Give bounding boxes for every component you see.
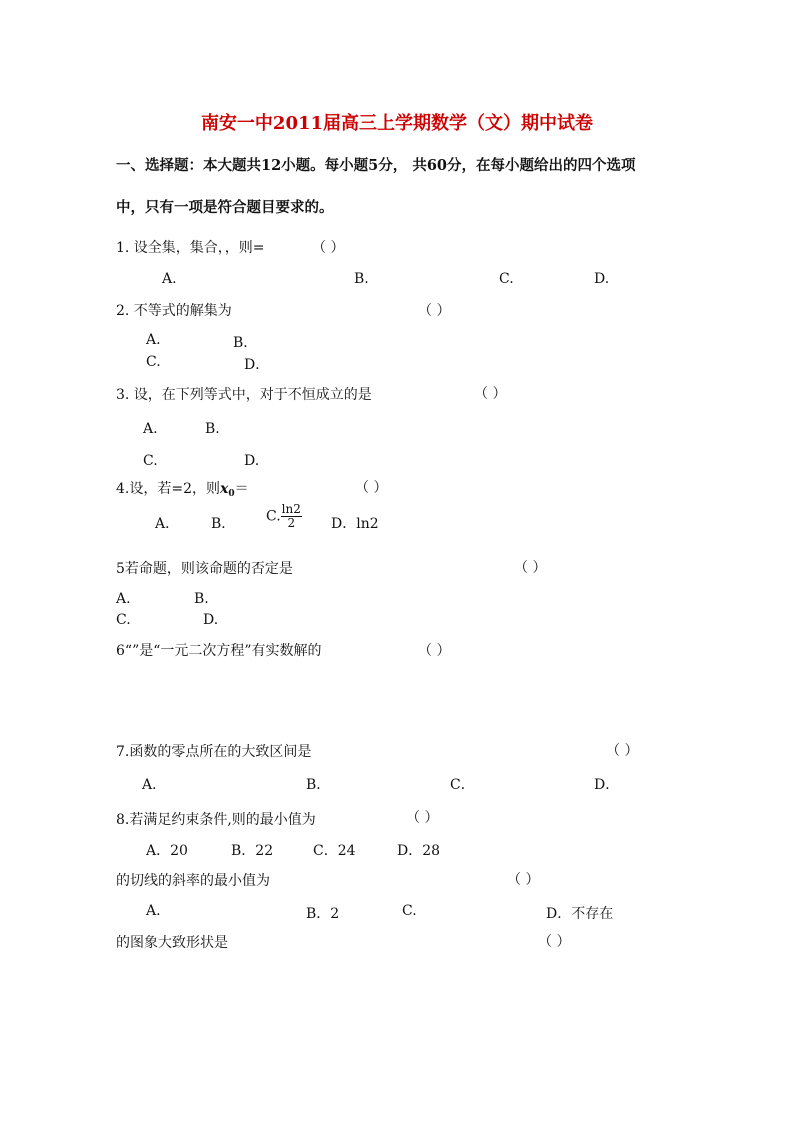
option-b: B. (354, 271, 369, 287)
option-a: A. (146, 903, 161, 919)
answer-paren: （ ） (514, 560, 547, 576)
option-c: C．24 (313, 843, 356, 859)
stem-subscript: 0 (228, 489, 235, 499)
section-instructions-line2: 中，只有一项是符合题目要求的。 (116, 199, 334, 216)
option-d: D. (203, 612, 219, 628)
fraction-denominator: 2 (287, 516, 296, 530)
answer-paren: （ ） (538, 934, 571, 950)
question-stem: 的图象大致形状是 (116, 935, 228, 951)
option-c: C. (402, 903, 417, 919)
stem-equals: ＝ (234, 481, 249, 497)
fraction (281, 503, 302, 530)
answer-paren: （ ） (355, 480, 388, 496)
option-a: A. (116, 591, 131, 607)
option-d: D． (594, 777, 620, 793)
option-d: D． (244, 357, 270, 373)
option-d: D．不存在 (546, 906, 614, 922)
option-d: D．28 (397, 843, 441, 859)
option-a: A． (142, 777, 167, 793)
answer-paren: （ ） (406, 810, 439, 826)
question-stem: 的切线的斜率的最小值为 (116, 873, 270, 889)
option-c: C. (143, 453, 158, 469)
option-b: B． (306, 777, 331, 793)
question-stem: 7.函数的零点所在的大致区间是 (116, 744, 312, 760)
option-a: A. (146, 332, 161, 348)
option-b: B． (211, 516, 236, 532)
fraction-numerator: ln2 (281, 502, 301, 516)
section-instructions-line1: 一、选择题：本大题共12小题。每小题5分， 共60分，在每小题给出的四个选项 (116, 157, 636, 174)
question-stem: 5若命题，则该命题的否定是 (116, 561, 293, 577)
option-a: A. (162, 271, 177, 287)
stem-text: 4.设，若=2，则 (116, 481, 220, 497)
answer-paren: （ ） (606, 743, 639, 759)
option-d: D．ln2 (331, 516, 379, 532)
option-a: A. (143, 421, 158, 437)
option-a: A．20 (146, 843, 188, 859)
question-stem: 8.若满足约束条件,则的最小值为 (116, 812, 316, 828)
question-stem: 6“”是“一元二次方程”有实数解的 (116, 643, 322, 659)
stem-variable: x (220, 481, 229, 497)
option-d: D. (594, 271, 610, 287)
option-a: A． (155, 516, 180, 532)
option-b: B．2 (306, 906, 340, 922)
option-c: C. (499, 271, 514, 287)
option-b: B. (194, 591, 209, 607)
question-stem (116, 478, 249, 499)
question-stem: 3. 设，在下列等式中，对于不恒成立的是 (116, 387, 372, 403)
page-title: 南安一中2011届高三上学期数学（文）期中试卷 (200, 113, 594, 134)
option-d: D. (244, 453, 260, 469)
answer-paren: （ ） (474, 386, 507, 402)
question-stem: 1. 设全集，集合，，则= (116, 240, 265, 256)
answer-paren: （ ） (418, 303, 451, 319)
option-b: B． (233, 335, 258, 351)
option-c: C． (450, 777, 475, 793)
option-c: C. (146, 354, 161, 370)
option-c: C. (116, 612, 131, 628)
option-c (266, 503, 302, 530)
answer-paren: （ ） (312, 240, 345, 256)
answer-paren: （ ） (418, 643, 451, 659)
option-b: B. (205, 421, 220, 437)
answer-paren: （ ） (507, 872, 540, 888)
option-b: B．22 (231, 843, 274, 859)
option-c-label: C. (266, 508, 281, 525)
question-stem: 2. 不等式的解集为 (116, 303, 232, 319)
